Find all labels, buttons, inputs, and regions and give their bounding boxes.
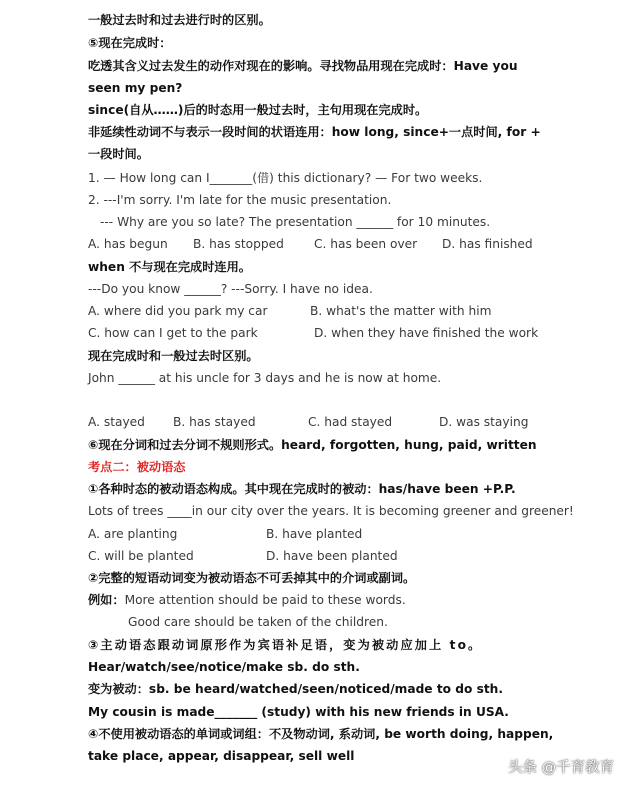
exercise-2: 2. ---I'm sorry. I'm late for the music presentation.	[88, 193, 392, 207]
line-present-perfect-meaning: 吃透其含义过去发生的动作对现在的影响。寻找物品用现在完成时：Have you	[88, 59, 518, 73]
exercise-4-options	[88, 414, 633, 430]
exercise-5-options-cd	[88, 548, 633, 564]
line-non-continuous-verbs-cont: 一段时间。	[88, 147, 149, 161]
option-c: C. had stayed	[308, 415, 393, 429]
line-passive-tenses: ①各种时态的被动语态构成。其中现在完成时的被动：has/have been +P.P.	[88, 482, 516, 496]
option-c: C. will be planted	[88, 549, 194, 563]
line-no-passive-cont: take place, appear, disappear, sell well	[88, 749, 355, 763]
line-phrasal-verbs: ②完整的短语动词变为被动语态不可丢掉其中的介词或副词。	[88, 571, 416, 585]
exercise-1: 1. — How long can I_______(借) this dictionary? — For two weeks.	[88, 171, 483, 185]
line-passive-pattern: 变为被动：sb. be heard/watched/seen/noticed/made to do sth.	[88, 682, 503, 696]
exercise-3-options-cd	[88, 325, 633, 341]
line-active-pattern: Hear/watch/see/notice/make sb. do sth.	[88, 660, 360, 674]
option-d: D. was staying	[439, 415, 529, 429]
option-d: D. when they have finished the work	[314, 326, 539, 340]
line-since-rule: since(自从……)后的时态用一般过去时，主句用现在完成时。	[88, 103, 428, 117]
option-a: A. has begun	[88, 237, 168, 251]
option-b: B. has stayed	[173, 415, 256, 429]
option-d: D. has finished	[442, 237, 533, 251]
option-a: A. stayed	[88, 415, 145, 429]
option-d: D. have been planted	[266, 549, 398, 563]
example-1	[88, 592, 406, 608]
exercise-5-options-ab	[88, 526, 633, 542]
heading-present-perfect: ⑤现在完成时：	[88, 36, 172, 50]
example-label: 例如：	[88, 593, 125, 607]
line-participles: ⑥现在分词和过去分词不规则形式。heard, forgotten, hung, paid, written	[88, 438, 537, 452]
option-c: C. how can I get to the park	[88, 326, 258, 340]
example-2: Good care should be taken of the children.	[128, 615, 388, 629]
exercise-6: My cousin is made_______ (study) with his new friends in USA.	[88, 705, 509, 719]
line-bare-infinitive: ③主动语态跟动词原形作为宾语补足语，变为被动应加上 to。	[88, 638, 483, 652]
option-b: B. what's the matter with him	[310, 304, 492, 318]
line-perfect-vs-past: 现在完成时和一般过去时区别。	[88, 349, 259, 363]
exercise-3: ---Do you know ______? ---Sorry. I have no idea.	[88, 282, 373, 296]
option-b: B. have planted	[266, 527, 363, 541]
line-no-passive: ④不使用被动语态的单词或词组：不及物动词, 系动词, be worth doing, happen,	[88, 727, 554, 741]
heading-passive-voice: 考点二：被动语态	[88, 460, 186, 474]
line-non-continuous-verbs: 非延续性动词不与表示一段时间的状语连用：how long, since+一点时间, for +	[88, 125, 541, 139]
option-a: A. where did you park my car	[88, 304, 268, 318]
example-text: More attention should be paid to these words.	[124, 593, 406, 607]
line-present-perfect-meaning-cont: seen my pen?	[88, 81, 183, 95]
exercise-2-options	[88, 236, 633, 252]
exercise-4: John ______ at his uncle for 3 days and he is now at home.	[88, 371, 442, 385]
line-when-rule: when 不与现在完成时连用。	[88, 260, 251, 274]
option-a: A. are planting	[88, 527, 178, 541]
option-b: B. has stopped	[193, 237, 284, 251]
line-past-tense-difference: 一般过去时和过去进行时的区别。	[88, 13, 271, 27]
exercise-3-options-ab	[88, 303, 633, 319]
exercise-5: Lots of trees ____in our city over the years. It is becoming greener and greener!	[88, 504, 574, 518]
option-c: C. has been over	[314, 237, 418, 251]
watermark: 头条 @千育教育	[508, 760, 615, 776]
exercise-2-cont: --- Why are you so late? The presentation ______ for 10 minutes.	[100, 215, 491, 229]
